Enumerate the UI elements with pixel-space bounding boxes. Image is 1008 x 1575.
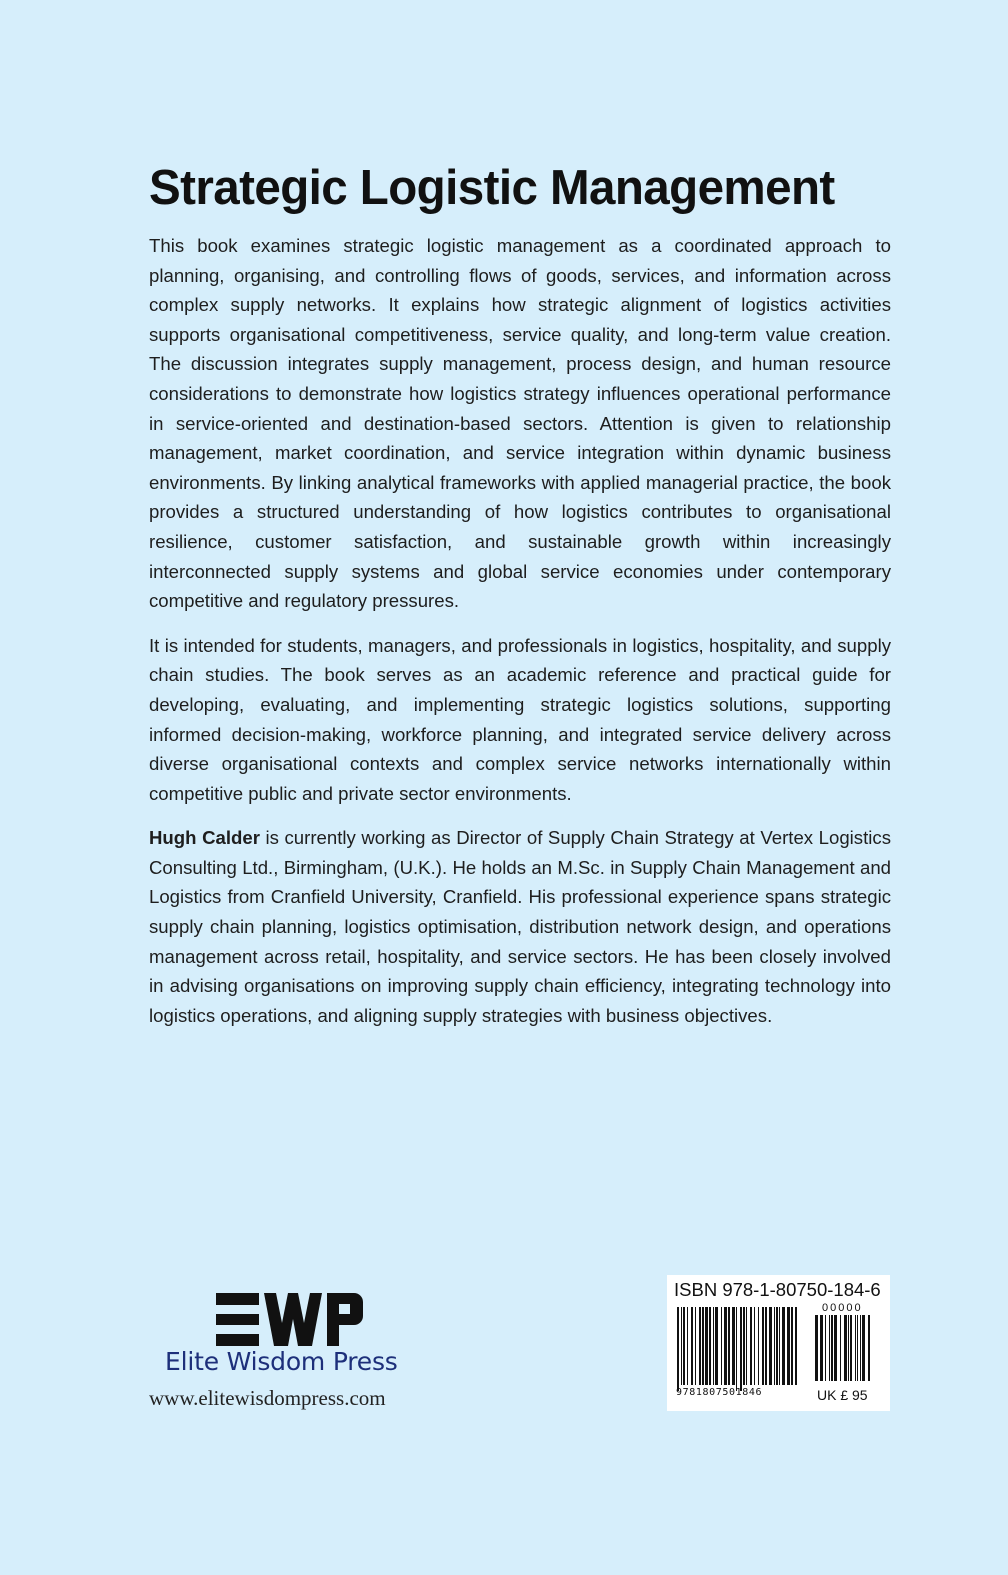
barcode-addon-digits: 00000 <box>822 1302 863 1314</box>
ean-digits: 9781807501846 <box>676 1387 763 1398</box>
price: UK £ 95 <box>817 1387 868 1403</box>
author-name: Hugh Calder <box>149 827 260 849</box>
back-cover-text <box>149 231 891 1045</box>
author-bio <box>149 823 891 1030</box>
description-paragraph-1: This book examines strategic logistic management as a coordinated approach to planning, organising, and controlling flows of goods, services, and information across complex supply networks. It explains how strategic alignment of logistics activities supports organisational competitiveness, service quality, and long-term value creation. The discussion integrates supply management, process design, and human resource considerations to demonstrate how logistics strategy influences operational performance in service-oriented and destination-based sectors. Attention is given to relationship management, market coordination, and service integration within dynamic business environments. By linking analytical frameworks with applied managerial practice, the book provides a structured understanding of how logistics contributes to organisational resilience, customer satisfaction, and sustainable growth within increasingly interconnected supply systems and global service economies under contemporary competitive and regulatory pressures. <box>149 235 891 612</box>
publisher-website: www.elitewisdompress.com <box>149 1386 386 1410</box>
addon-barcode-icon <box>815 1315 873 1381</box>
book-title: Strategic Logistic Management <box>149 161 835 215</box>
isbn-number: ISBN 978-1-80750-184-6 <box>674 1279 881 1300</box>
barcode-icon <box>677 1307 799 1391</box>
publisher-block <box>149 1293 434 1423</box>
isbn-barcode-panel <box>667 1275 890 1411</box>
description-paragraph-2: It is intended for students, managers, and professionals in logistics, hospitality, and supply chain studies. The book serves as an academic reference and practical guide for developing, evaluating, and implementing strategic logistics solutions, supporting informed decision-making, workforce planning, and integrated service delivery across diverse organisational contexts and complex service networks internationally within competitive public and private sector environments. <box>149 634 891 804</box>
publisher-logo <box>216 1293 363 1346</box>
author-bio-text: is currently working as Director of Supply Chain Strategy at Vertex Logistics Consulting Ltd., Birmingham, (U.K.). He holds an M.Sc. in Supply Chain Management and Logistics from Cranfield University, Cranfield. His professional experience spans strategic supply chain planning, logistics optimisation, distribution network design, and operations management across retail, hospitality, and service sectors. He has been closely involved in advising organisations on improving supply chain efficiency, integrating technology into logistics operations, and aligning supply strategies with business objectives. <box>149 827 891 1026</box>
publisher-name: Elite Wisdom Press <box>165 1347 398 1376</box>
